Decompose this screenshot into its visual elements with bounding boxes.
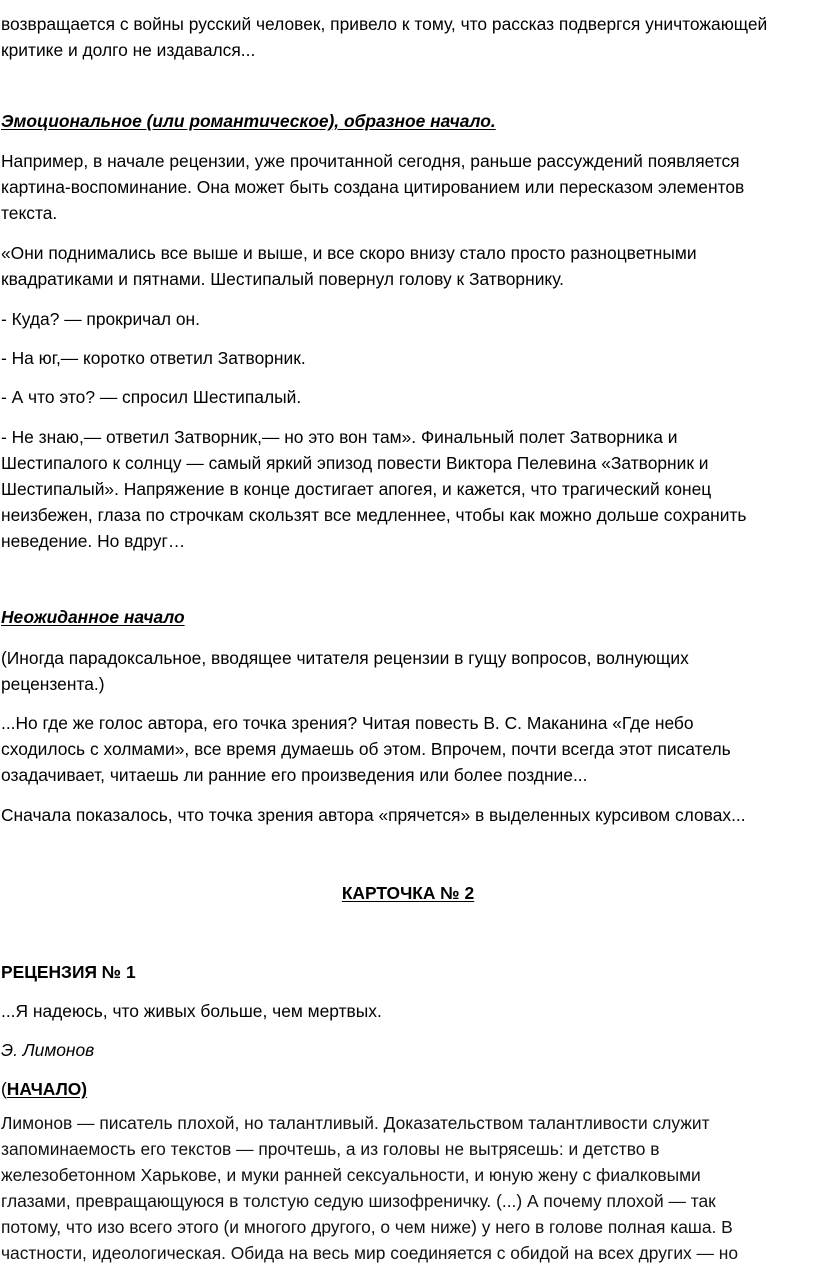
paragraph-line: неведение. Но вдруг… — [1, 531, 186, 551]
paragraph-line: рецензента.) — [1, 674, 105, 694]
start-paren: ( — [1, 1079, 7, 1099]
start-marker — [1, 1076, 87, 1102]
section-heading-emotional: Эмоциональное (или романтическое), образное начало. — [1, 111, 496, 131]
review-body-line: запоминаемость его текстов — прочтешь, а из головы не вытрясешь: и детство в — [1, 1139, 660, 1159]
paragraph-line: текста. — [1, 203, 58, 223]
paragraph-line: сходилось с холмами», все время думаешь об этом. Впрочем, почти всегда этот писатель — [1, 739, 731, 759]
paragraph-line: озадачивает, читаешь ли ранние его произведения или более поздние... — [1, 765, 588, 785]
epigraph-author: Э. Лимонов — [1, 1040, 95, 1060]
dialog-line: - Куда? — прокричал он. — [1, 309, 200, 329]
review-title: РЕЦЕНЗИЯ № 1 — [1, 962, 136, 982]
dialog-line: - На юг,— коротко ответил Затворник. — [1, 348, 306, 368]
review-body-line: потому, что изо всего этого (и многого другого, о чем ниже) у него в голове полная каша. В — [1, 1217, 733, 1237]
quote-line: квадратиками и пятнами. Шестипалый повернул голову к Затворнику. — [1, 269, 565, 289]
start-label: НАЧАЛО) — [6, 1079, 88, 1099]
quote-line: «Они поднимались все выше и выше, и все скоро внизу стало просто разноцветными — [1, 243, 697, 263]
paragraph-line: Сначала показалось, что точка зрения автора «прячется» в выделенных курсивом словах... — [1, 805, 746, 825]
review-body-line: частности, идеологическая. Обида на весь мир соединяется с обидой на всех других — но — [1, 1243, 739, 1263]
paragraph-line: - Не знаю,— ответил Затворник,— но это вон там». Финальный полет Затворника и — [1, 427, 678, 447]
paragraph-line: Шестипалый». Напряжение в конце достигает апогея, и кажется, что трагический конец — [1, 479, 712, 499]
paragraph-line: картина-воспоминание. Она может быть создана цитированием или пересказом элементов — [1, 177, 745, 197]
intro-line-2: критике и долго не издавался... — [1, 40, 256, 60]
paragraph-line: Шестипалого к солнцу — самый яркий эпизод повести Виктора Пелевина «Затворник и — [1, 453, 709, 473]
section-heading-unexpected: Неожиданное начало — [1, 607, 185, 627]
epigraph: ...Я надеюсь, что живых больше, чем мертвых. — [1, 1001, 382, 1021]
review-body-line: железобетонном Харькове, и муки ранней сексуальности, и юную жену с фиалковыми — [1, 1165, 701, 1185]
paragraph-line: (Иногда парадоксальное, вводящее читателя рецензии в гущу вопросов, волнующих — [1, 648, 689, 668]
review-body-line: Лимонов — писатель плохой, но талантливый. Доказательством талантливости служит — [1, 1113, 710, 1133]
review-body-line: глазами, превращающуюся в толстую седую шизофреничку. (...) А почему плохой — так — [1, 1191, 716, 1211]
card-title: КАРТОЧКА № 2 — [341, 883, 475, 903]
dialog-line: - А что это? — спросил Шестипалый. — [1, 387, 302, 407]
paragraph-line: неизбежен, глаза по строчкам скользят все медленнее, чтобы как можно дольше сохранить — [1, 505, 747, 525]
paragraph-line: ...Но где же голос автора, его точка зрения? Читая повесть В. С. Маканина «Где небо — [1, 713, 694, 733]
paragraph-line: Например, в начале рецензии, уже прочитанной сегодня, раньше рассуждений появляется — [1, 151, 740, 171]
intro-line-1: возвращается с войны русский человек, привело к тому, что рассказ подвергся уничтожающей — [1, 14, 768, 34]
